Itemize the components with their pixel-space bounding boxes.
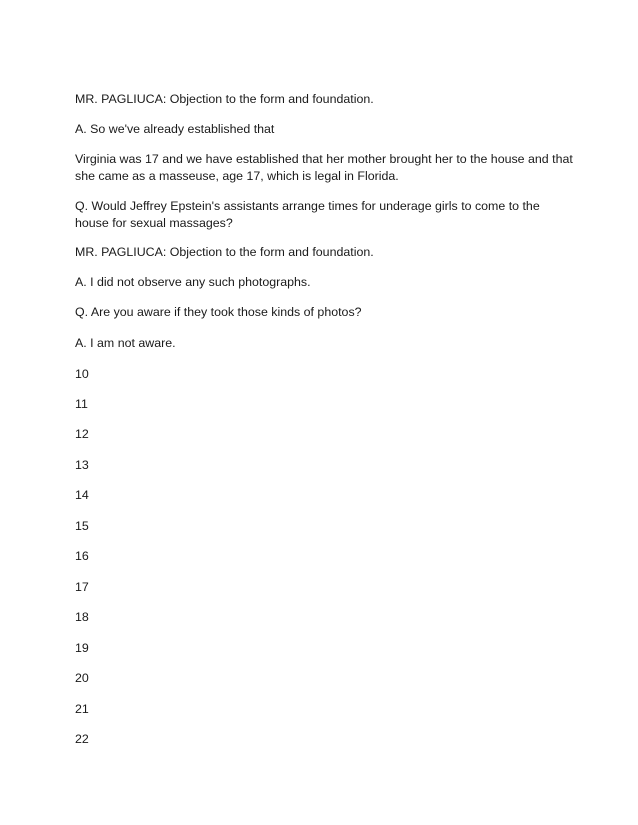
line-number: 15 (75, 519, 89, 533)
transcript-entry-question-2: Q. Are you aware if they took those kinds of photos? (75, 305, 362, 319)
line-number: 18 (75, 610, 89, 624)
line-number: 12 (75, 427, 89, 441)
line-number: 21 (75, 702, 89, 716)
line-number: 14 (75, 488, 89, 502)
transcript-entry-answer-1: A. So we've already established that (75, 122, 275, 136)
line-number: 13 (75, 458, 89, 472)
transcript-entry-answer-continuation: Virginia was 17 and we have established that her mother brought her to the house and that she came as a masseuse, age 17, which is legal in Florida. (75, 152, 573, 183)
transcript-entry-objection-2: MR. PAGLIUCA: Objection to the form and foundation. (75, 245, 374, 259)
line-number: 19 (75, 641, 89, 655)
transcript-entry-answer-2: A. I did not observe any such photographs. (75, 275, 311, 289)
line-number: 20 (75, 671, 89, 685)
line-number: 10 (75, 367, 89, 381)
transcript-entry-answer-3: A. I am not aware. (75, 336, 176, 350)
transcript-entry-objection-1: MR. PAGLIUCA: Objection to the form and foundation. (75, 92, 374, 106)
line-number: 16 (75, 549, 89, 563)
line-number: 17 (75, 580, 89, 594)
line-number: 11 (75, 397, 88, 411)
line-number: 22 (75, 732, 89, 746)
transcript-entry-question-1: Q. Would Jeffrey Epstein's assistants arrange times for underage girls to come to the house for sexual massages? (75, 199, 540, 230)
